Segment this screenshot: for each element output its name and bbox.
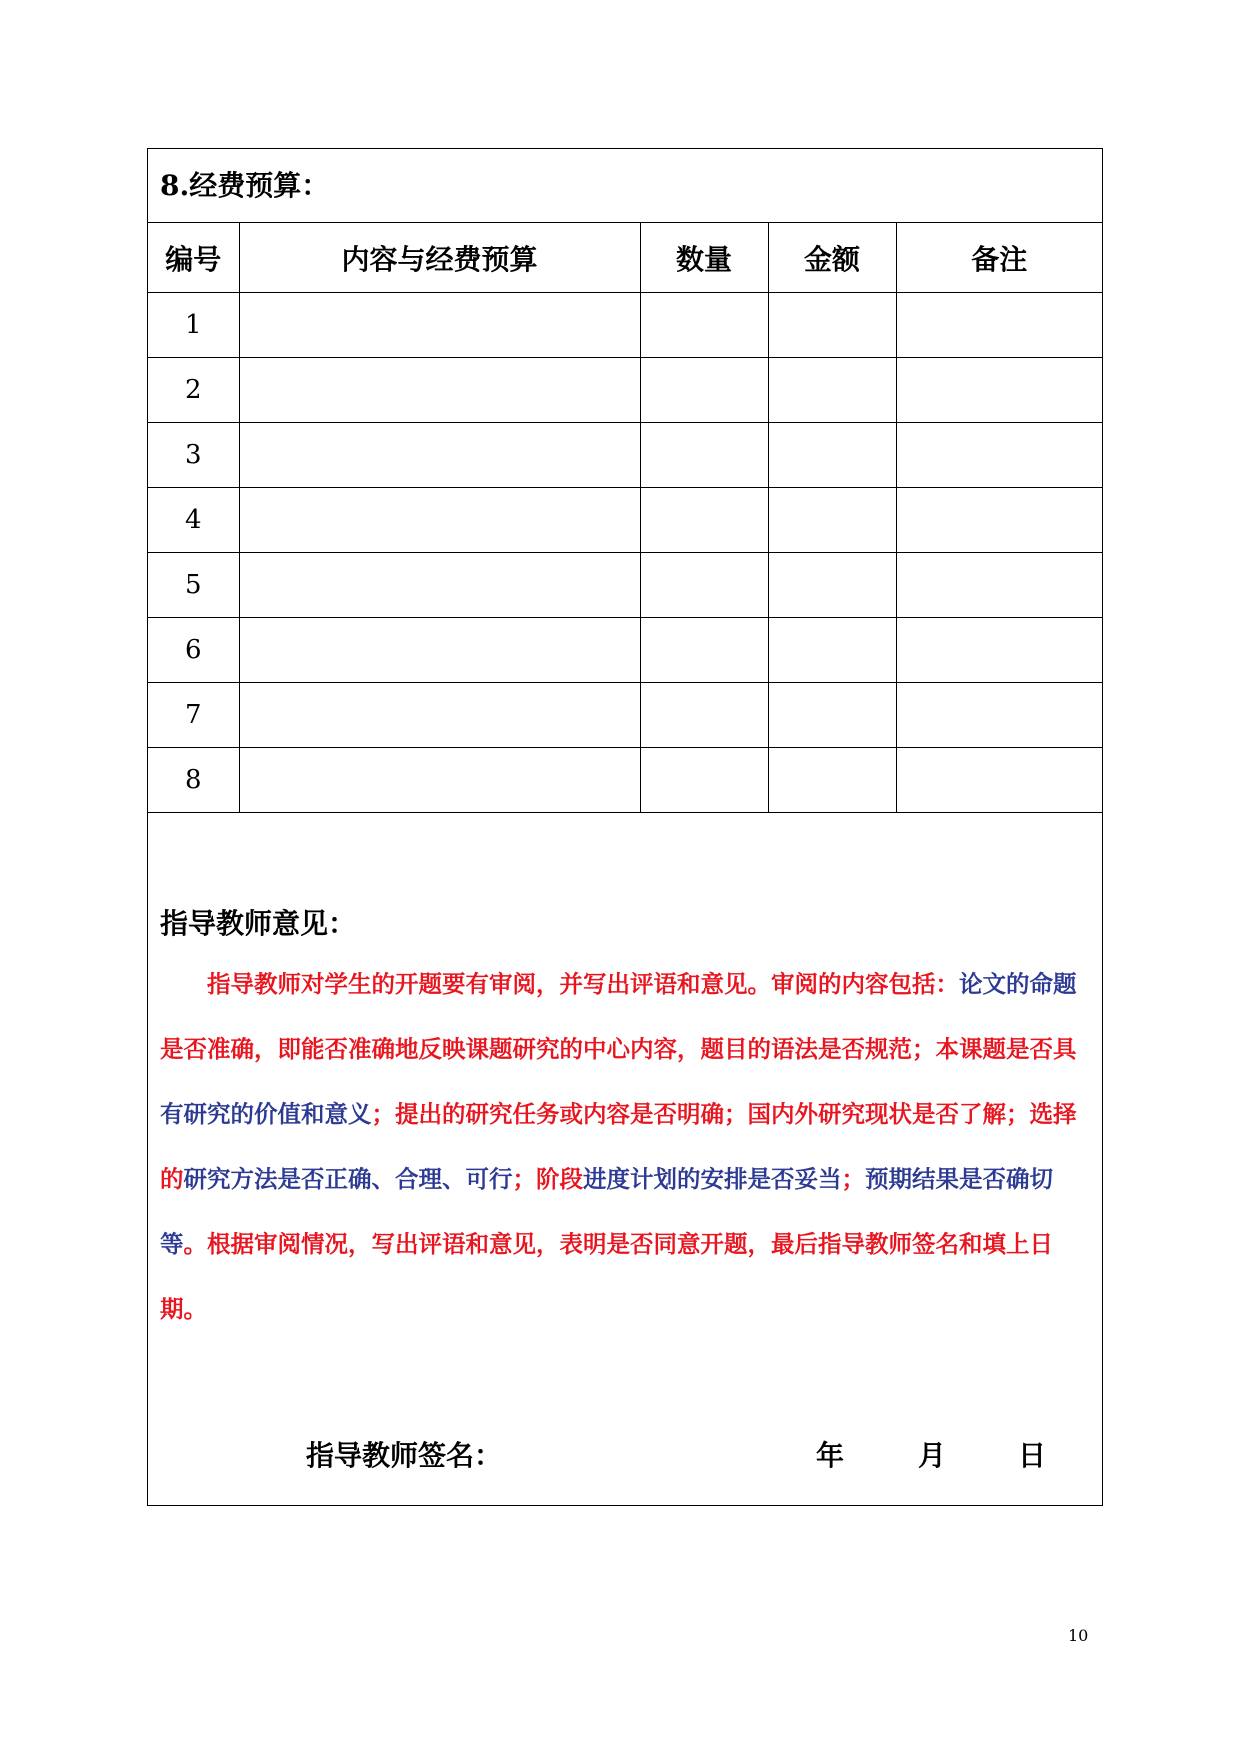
content-cell[interactable] bbox=[239, 553, 640, 618]
row-number: 7 bbox=[148, 683, 239, 748]
remarks-cell[interactable] bbox=[896, 618, 1102, 683]
opinion-text-segment: ；阶段 bbox=[512, 1165, 583, 1193]
opinion-text-segment: 研究方法是否正确、合理、可行 bbox=[183, 1165, 513, 1193]
amount-cell[interactable] bbox=[768, 618, 896, 683]
remarks-cell[interactable] bbox=[896, 358, 1102, 423]
amount-cell[interactable] bbox=[768, 748, 896, 813]
row-number: 4 bbox=[148, 488, 239, 553]
content-cell[interactable] bbox=[239, 293, 640, 358]
quantity-cell[interactable] bbox=[640, 293, 768, 358]
row-number: 5 bbox=[148, 553, 239, 618]
date-year-label: 年 bbox=[816, 1439, 845, 1472]
row-number: 3 bbox=[148, 423, 239, 488]
remarks-cell[interactable] bbox=[896, 553, 1102, 618]
quantity-cell[interactable] bbox=[640, 358, 768, 423]
quantity-cell[interactable] bbox=[640, 683, 768, 748]
table-row bbox=[148, 553, 1102, 618]
date-month-label: 月 bbox=[918, 1439, 947, 1472]
content-cell[interactable] bbox=[239, 358, 640, 423]
content-cell[interactable] bbox=[239, 748, 640, 813]
remarks-cell[interactable] bbox=[896, 423, 1102, 488]
row-number: 2 bbox=[148, 358, 239, 423]
opinion-text-segment: 预期结果是否确切等 bbox=[160, 1165, 1053, 1258]
remarks-cell[interactable] bbox=[896, 293, 1102, 358]
opinion-text-segment: 进度计划的安排是否妥当 bbox=[583, 1165, 842, 1193]
content-cell[interactable] bbox=[239, 683, 640, 748]
table-row bbox=[148, 423, 1102, 488]
amount-cell[interactable] bbox=[768, 553, 896, 618]
header-content: 内容与经费预算 bbox=[239, 223, 640, 293]
content-cell[interactable] bbox=[239, 618, 640, 683]
budget-table bbox=[148, 223, 1102, 813]
row-number: 8 bbox=[148, 748, 239, 813]
quantity-cell[interactable] bbox=[640, 748, 768, 813]
row-number: 1 bbox=[148, 293, 239, 358]
date-day-label: 日 bbox=[1018, 1439, 1047, 1472]
quantity-cell[interactable] bbox=[640, 423, 768, 488]
table-header-row bbox=[148, 223, 1102, 293]
header-number: 编号 bbox=[148, 223, 239, 293]
opinion-instructions bbox=[160, 952, 1090, 1342]
opinion-text-segment: ；提出的研究任务或内容是否明确；国内外研究现状是否了解；选择的 bbox=[160, 1100, 1077, 1193]
table-row bbox=[148, 488, 1102, 553]
table-row bbox=[148, 618, 1102, 683]
amount-cell[interactable] bbox=[768, 683, 896, 748]
amount-cell[interactable] bbox=[768, 293, 896, 358]
table-row bbox=[148, 358, 1102, 423]
remarks-cell[interactable] bbox=[896, 683, 1102, 748]
advisor-opinion-section bbox=[148, 894, 1102, 1506]
signature-label: 指导教师签名： bbox=[306, 1439, 503, 1472]
content-cell[interactable] bbox=[239, 423, 640, 488]
remarks-cell[interactable] bbox=[896, 748, 1102, 813]
opinion-text-segment: 指导教师对学生的开题要有审阅，并写出评语和意见。审阅的内容包括： bbox=[207, 970, 959, 998]
quantity-cell[interactable] bbox=[640, 553, 768, 618]
amount-cell[interactable] bbox=[768, 488, 896, 553]
quantity-cell[interactable] bbox=[640, 618, 768, 683]
budget-form bbox=[147, 148, 1103, 1506]
row-number: 6 bbox=[148, 618, 239, 683]
opinion-text-segment: ； bbox=[841, 1165, 865, 1193]
header-amount: 金额 bbox=[768, 223, 896, 293]
opinion-text-segment: 有研究的价值和意义 bbox=[160, 1100, 372, 1128]
remarks-cell[interactable] bbox=[896, 488, 1102, 553]
header-quantity: 数量 bbox=[640, 223, 768, 293]
section-title: 8.经费预算： bbox=[148, 149, 1102, 223]
content-cell[interactable] bbox=[239, 488, 640, 553]
amount-cell[interactable] bbox=[768, 358, 896, 423]
quantity-cell[interactable] bbox=[640, 488, 768, 553]
header-remarks: 备注 bbox=[896, 223, 1102, 293]
table-row bbox=[148, 683, 1102, 748]
page-number: 10 bbox=[1068, 1626, 1089, 1645]
table-row bbox=[148, 293, 1102, 358]
table-row bbox=[148, 748, 1102, 813]
opinion-text-segment: 。根据审阅情况，写出评语和意见，表明是否同意开题，最后指导教师签名和填上日期。 bbox=[160, 1230, 1053, 1323]
opinion-text-segment: 论文的命题 bbox=[959, 970, 1077, 998]
opinion-text-segment: 是否准确，即能否准确地反映课题研究的中心内容，题目的语法是否规范；本课题是否具 bbox=[160, 1035, 1077, 1063]
opinion-title: 指导教师意见： bbox=[160, 907, 357, 940]
amount-cell[interactable] bbox=[768, 423, 896, 488]
